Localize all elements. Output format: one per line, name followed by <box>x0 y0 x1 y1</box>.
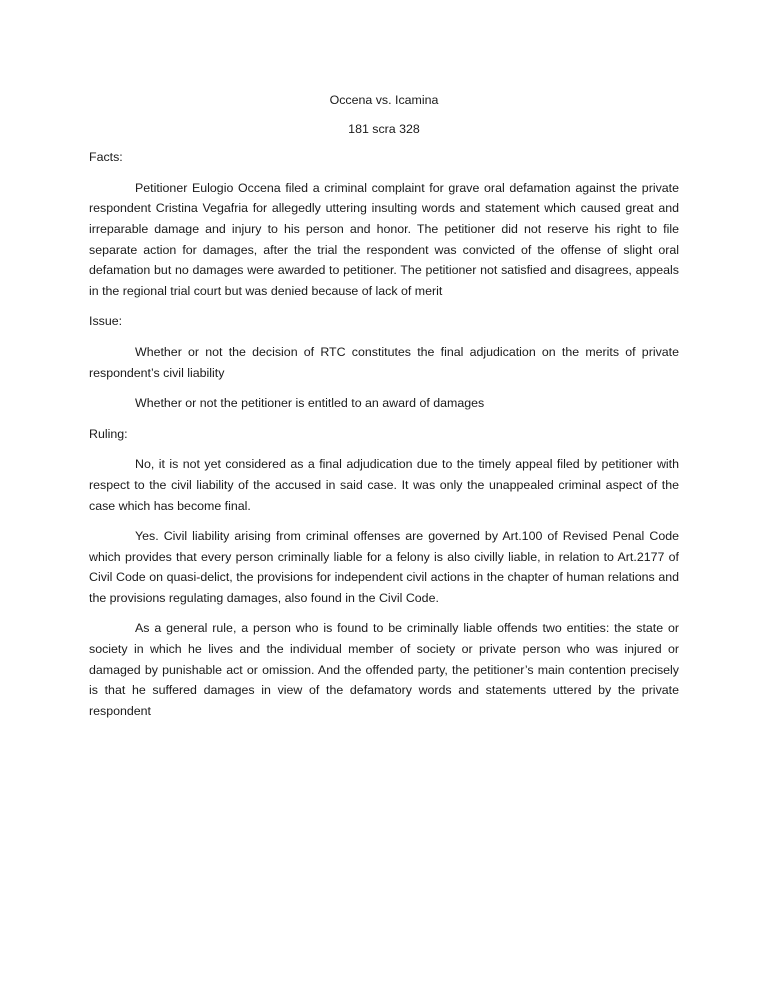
issue-paragraph-2: Whether or not the petitioner is entitled to an award of damages <box>135 396 485 411</box>
document-page <box>89 90 679 731</box>
case-citation: 181 scra 328 <box>348 121 420 136</box>
facts-heading: Facts: <box>89 150 123 165</box>
ruling-paragraph-2: Yes. Civil liability arising from criminal offenses are governed by Art.100 of Revised Penal Code which provides that every person criminally liable for a felony is also civilly liable, in relation to Art.2177 of Civil Code on quasi-delict, the provisions for independent civil actions in the chapter of human relations and the provisions regulating damages, also found in the Civil Code. <box>89 529 679 605</box>
case-title: Occena vs. Icamina <box>329 93 439 107</box>
facts-paragraph: Petitioner Eulogio Occena filed a criminal complaint for grave oral defamation against the private respondent Cristina Vegafria for allegedly uttering insulting words and statement which caused great and irreparable damage and injury to his person and honor. The petitioner did not reserve his right to file separate action for damages, after the trial the respondent was convicted of the offense of slight oral defamation but no damages were awarded to petitioner. The petitioner not satisfied and disagrees, appeals in the regional trial court but was denied because of lack of merit <box>89 180 679 298</box>
ruling-paragraph-3: As a general rule, a person who is found to be criminally liable offends two entities: the state or society in which he lives and the individual member of society or private person who was injured or damaged by punishable act or omission. And the offended party, the petitioner’s main contention precisely is that he suffered damages in view of the defamatory words and statements uttered by the private respondent <box>89 621 679 718</box>
issue-heading: Issue: <box>89 314 123 329</box>
issue-paragraph-1: Whether or not the decision of RTC constitutes the final adjudication on the merits of private respondent’s civil liability <box>89 344 679 380</box>
ruling-heading: Ruling: <box>89 426 128 441</box>
ruling-paragraph-1: No, it is not yet considered as a final adjudication due to the timely appeal filed by petitioner with respect to the civil liability of the accused in said case. It was only the unappealed criminal aspect of the case which has become final. <box>89 457 679 513</box>
